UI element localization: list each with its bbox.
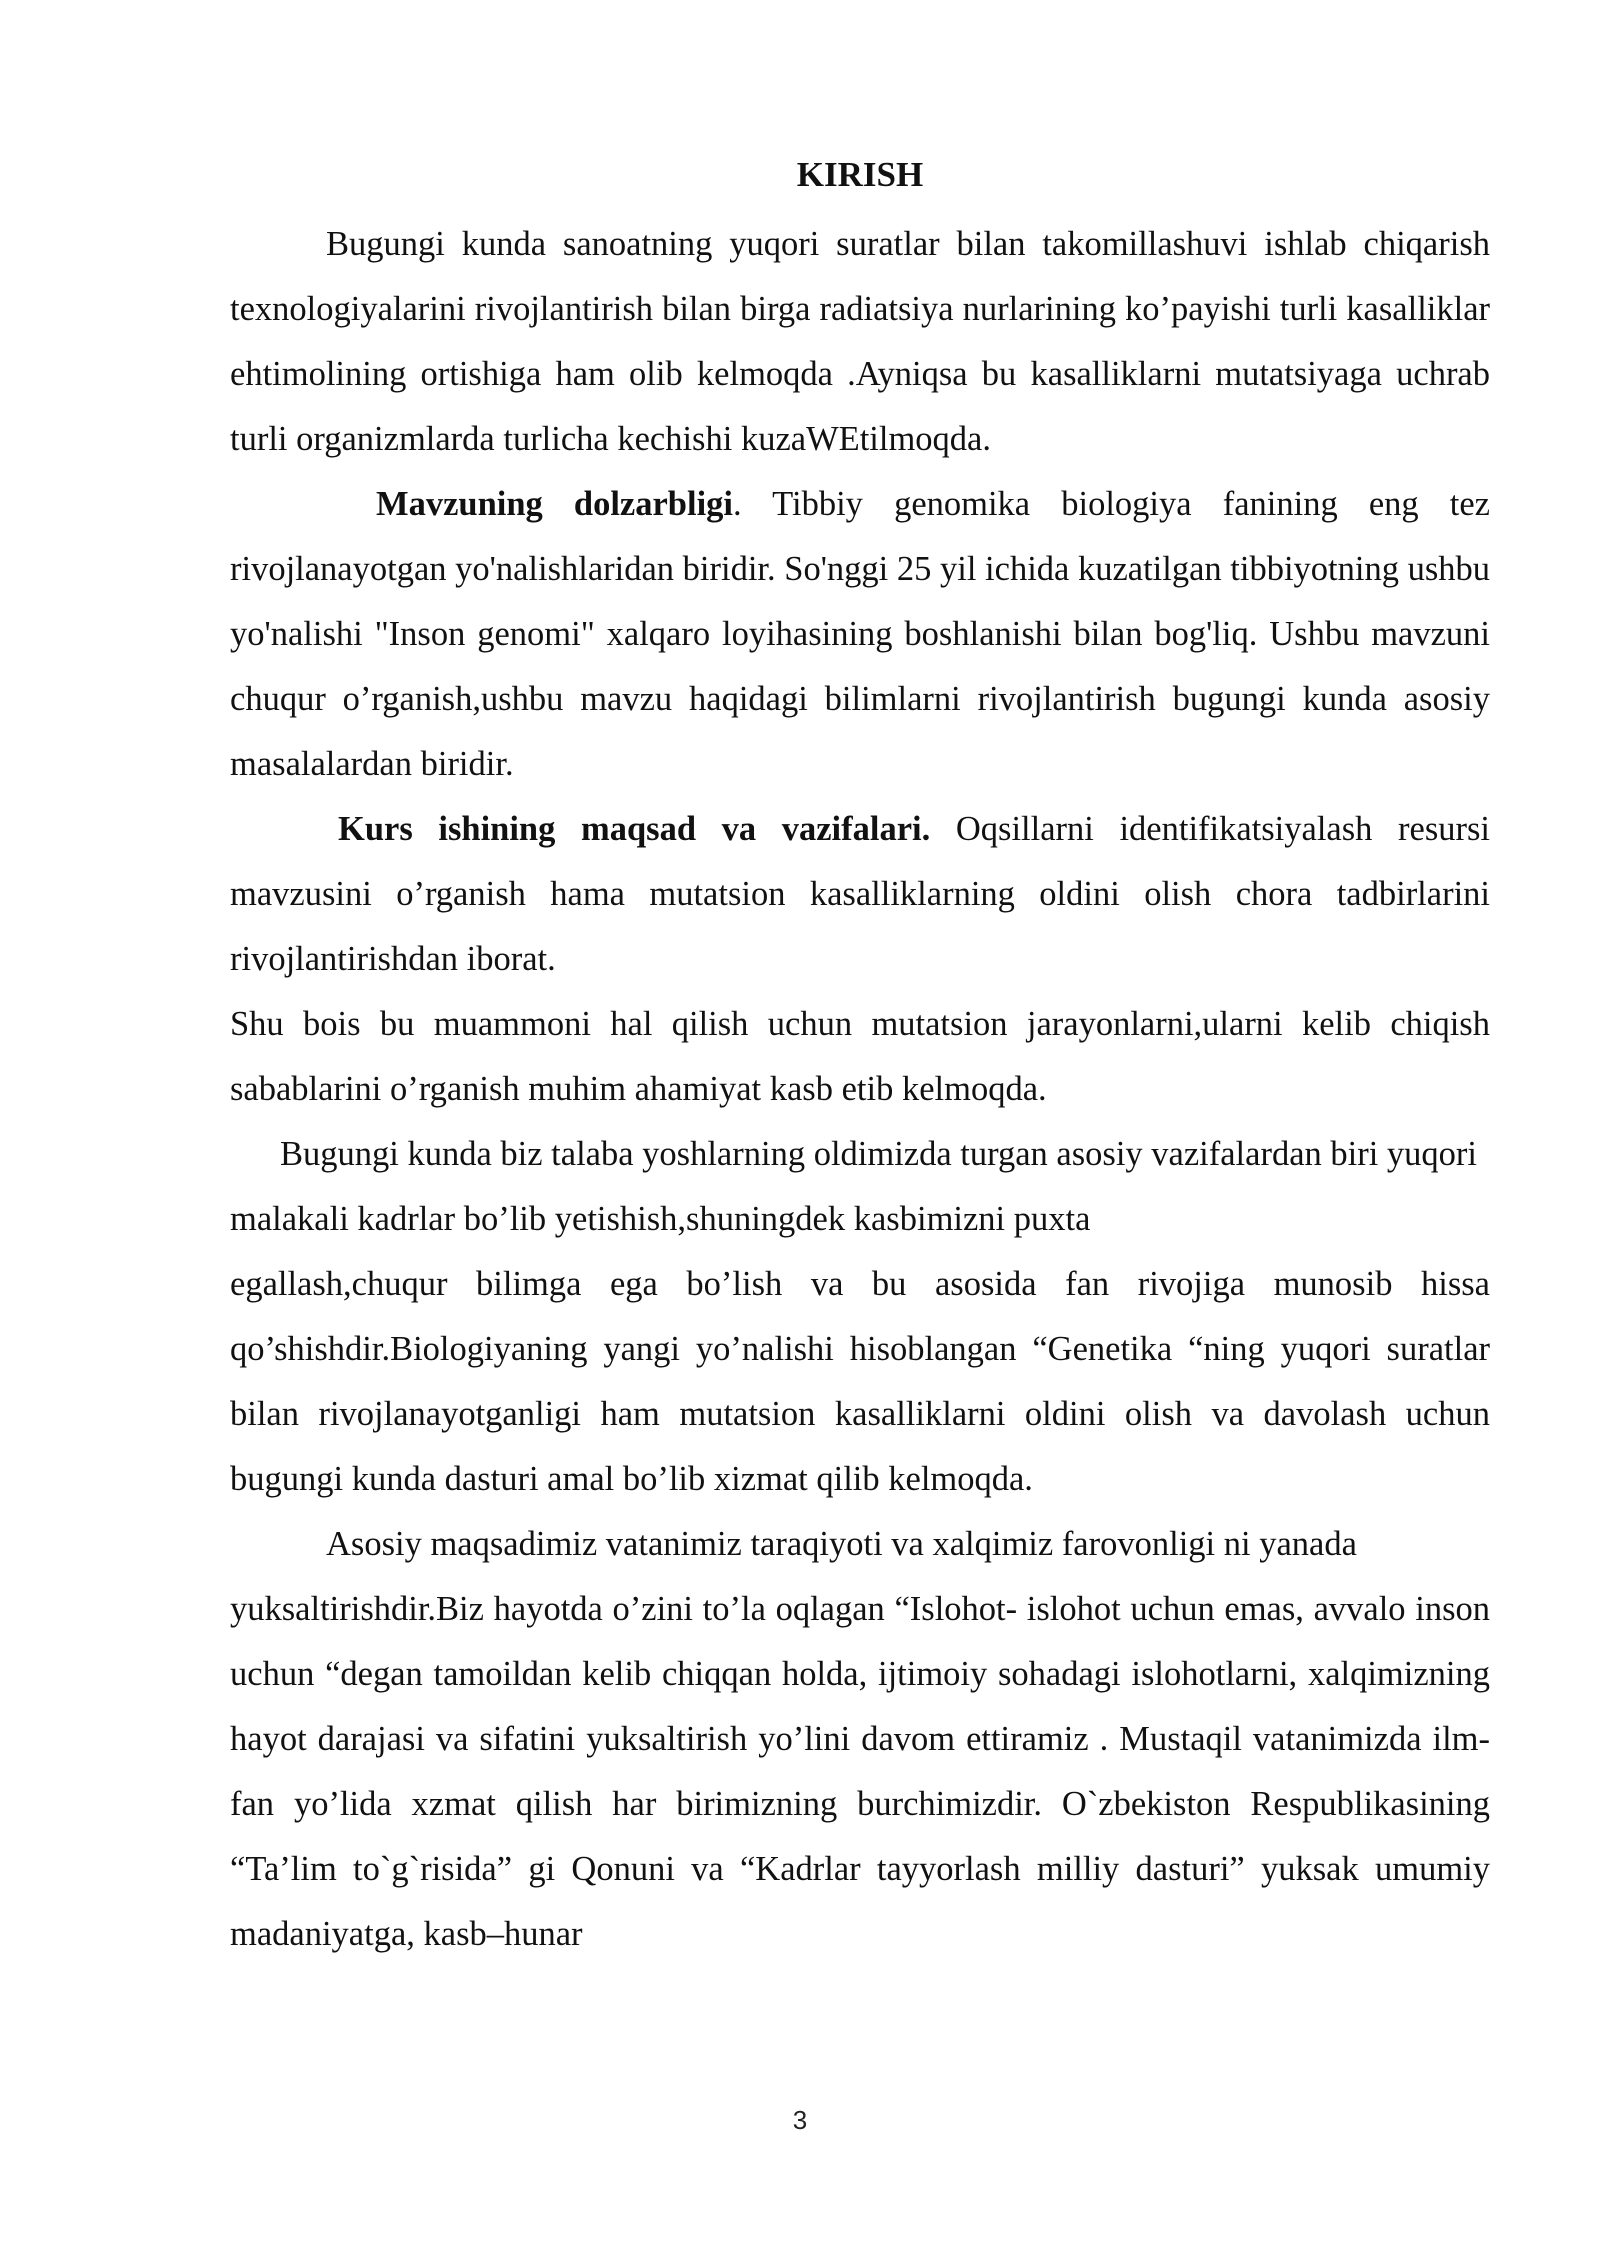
paragraph-text: Bugungi kunda biz talaba yoshlarning oldimizda turgan asosiy vazifalardan biri yuqori malakali kadrlar bo’lib yetishish,shuningdek kasbimizni puxta (230, 1135, 1477, 1238)
paragraph-students (230, 1122, 1490, 1252)
paragraph-heading: Mavzuning dolzarbligi (376, 485, 734, 523)
paragraph-text: Oqsillarni identifikatsiyalash resursi mavzusini o’rganish hama mutatsion kasalliklarning oldini olish chora tadbirlarini rivojlantirishdan iborat. (230, 810, 1490, 978)
paragraph-intro (230, 212, 1490, 472)
paragraph-relevance (230, 472, 1490, 797)
paragraph-goals (230, 797, 1490, 992)
paragraph-reforms (230, 1577, 1490, 1967)
paragraph-reason (230, 992, 1490, 1122)
paragraph-text: Shu bois bu muammoni hal qilish uchun mutatsion jarayonlarni,ularni kelib chiqish sabablarini o’rganish muhim ahamiyat kasb etib kelmoqda. (230, 1005, 1490, 1108)
paragraph-genetics (230, 1252, 1490, 1512)
paragraph-text: . Tibbiy genomika biologiya fanining eng tez rivojlanayotgan yo'nalishlaridan biridir. So'nggi 25 yil ichida kuzatilgan tibbiyotning ushbu yo'nalishi "Inson genomi" xalqaro loyihasining boshlanishi bilan bog'liq. Ushbu mavzuni chuqur o’rganish,ushbu mavzu haqidagi bilimlarni rivojlantirish bugungi kunda asosiy masalalardan biridir. (230, 485, 1491, 783)
document-title: KIRISH (796, 155, 924, 194)
document-page (230, 150, 1490, 1967)
paragraph-text: yuksaltirishdir.Biz hayotda o’zini to’la oqlagan “Islohot- islohot uchun emas, avvalo inson uchun “degan tamoildan kelib chiqqan holda, ijtimoiy sohadagi islohotlarni, xalqimizning hayot darajasi va sifatini yuksaltirish yo’lini davom ettiramiz . Mustaqil vatanimizda ilm-fan yo’lida xzmat qilish har birimizning burchimizdir. O`zbekiston Respublikasining “Ta’lim to`g`risida” gi Qonuni va “Kadrlar tayyorlash milliy dasturi” yuksak umumiy madaniyatga, kasb–hunar (230, 1590, 1490, 1953)
paragraph-text: Bugungi kunda sanoatning yuqori suratlar bilan takomillashuvi ishlab chiqarish texnologiyalarini rivojlantirish bilan birga radiatsiya nurlarining ko’payishi turli kasalliklar ehtimolining ortishiga ham olib kelmoqda .Ayniqsa bu kasalliklarni mutatsiyaga uchrab turli organizmlarda turlicha kechishi kuzaWEtilmoqda. (230, 225, 1490, 458)
page-number: 3 (792, 2105, 808, 2135)
paragraph-text: egallash,chuqur bilimga ega bo’lish va bu asosida fan rivojiga munosib hissa qo’shishdir.Biologiyaning yangi yo’nalishi hisoblangan “Genetika “ning yuqori suratlar bilan rivojlanayotganligi ham mutatsion kasalliklarni oldini olish va davolash uchun bugungi kunda dasturi amal bo’lib xizmat qilib kelmoqda. (230, 1265, 1490, 1498)
paragraph-main-goal (230, 1512, 1490, 1577)
paragraph-text: Asosiy maqsadimiz vatanimiz taraqiyoti va xalqimiz farovonligi ni yanada (326, 1525, 1357, 1563)
paragraph-heading: Kurs ishining maqsad va vazifalari. (338, 810, 931, 848)
